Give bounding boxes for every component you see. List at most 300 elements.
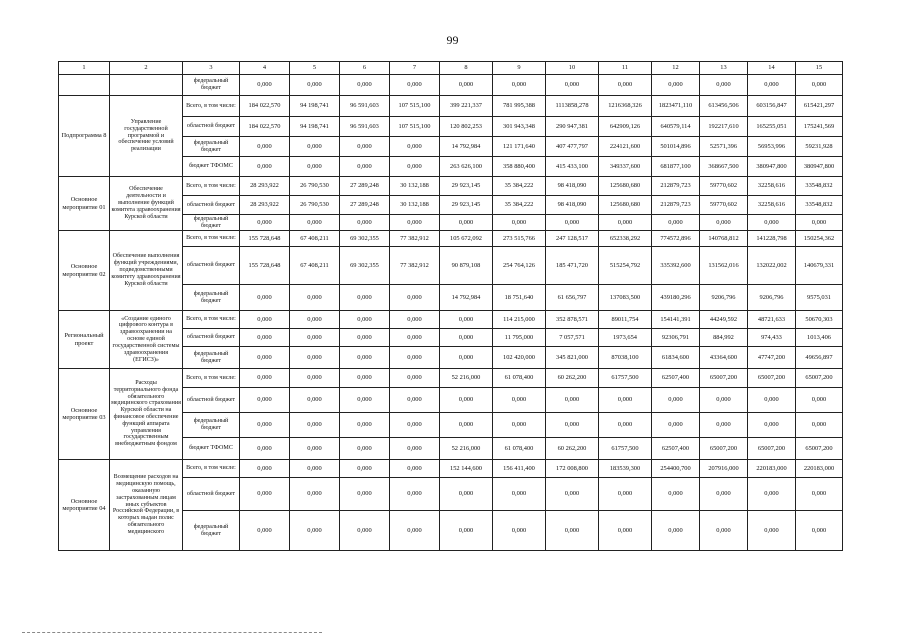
amount-cell: 184 022,570	[240, 96, 290, 117]
table-row	[59, 75, 843, 96]
amount-cell: 65007,200	[796, 438, 843, 460]
amount-cell: 0,000	[340, 438, 390, 460]
amount-cell: 156 411,400	[493, 460, 546, 478]
amount-cell: 0,000	[796, 511, 843, 551]
amount-cell: 380947,800	[796, 157, 843, 177]
amount-cell: 0,000	[440, 347, 493, 369]
amount-cell: 1973,654	[599, 329, 652, 347]
amount-cell: 0,000	[546, 511, 599, 551]
column-number-cell: 5	[290, 62, 340, 75]
column-number-cell: 7	[390, 62, 440, 75]
amount-cell: 0,000	[390, 215, 440, 231]
funding-source-cell: областной бюджет	[183, 196, 240, 215]
amount-cell: 59770,602	[700, 196, 748, 215]
amount-cell: 0,000	[652, 75, 700, 96]
amount-cell: 603156,847	[748, 96, 796, 117]
amount-cell: 613456,506	[700, 96, 748, 117]
amount-cell: 0,000	[652, 413, 700, 438]
amount-cell: 399 221,337	[440, 96, 493, 117]
column-number-cell: 3	[183, 62, 240, 75]
amount-cell: 172 008,800	[546, 460, 599, 478]
amount-cell: 247 128,517	[546, 231, 599, 247]
amount-cell: 62507,400	[652, 438, 700, 460]
amount-cell: 141228,798	[748, 231, 796, 247]
funding-source-cell: областной бюджет	[183, 478, 240, 511]
amount-cell: 0,000	[748, 388, 796, 413]
amount-cell: 102 420,000	[493, 347, 546, 369]
funding-source-cell: областной бюджет	[183, 329, 240, 347]
amount-cell: 69 302,355	[340, 247, 390, 285]
column-number-cell: 10	[546, 62, 599, 75]
amount-cell: 183539,300	[599, 460, 652, 478]
amount-cell: 77 382,912	[390, 247, 440, 285]
amount-cell: 77 382,912	[390, 231, 440, 247]
event-code-cell: Основное мероприятие 04	[59, 460, 110, 551]
amount-cell: 65007,200	[700, 438, 748, 460]
table-row	[59, 177, 843, 196]
amount-cell: 155 728,648	[240, 231, 290, 247]
amount-cell: 0,000	[340, 137, 390, 157]
amount-cell: 32258,616	[748, 196, 796, 215]
amount-cell: 0,000	[240, 75, 290, 96]
amount-cell: 61757,500	[599, 369, 652, 388]
amount-cell: 0,000	[240, 329, 290, 347]
amount-cell: 52571,396	[700, 137, 748, 157]
amount-cell: 301 943,348	[493, 117, 546, 137]
amount-cell: 0,000	[240, 137, 290, 157]
table-row	[59, 369, 843, 388]
amount-cell: 0,000	[700, 413, 748, 438]
amount-cell: 0,000	[652, 478, 700, 511]
amount-cell: 185 471,720	[546, 247, 599, 285]
amount-cell: 9206,796	[748, 285, 796, 311]
event-name-cell: Обеспечение деятельности и выполнение функций комитета здравоохранения Курской области	[110, 177, 183, 231]
amount-cell: 107 515,100	[390, 96, 440, 117]
amount-cell: 615421,297	[796, 96, 843, 117]
funding-source-cell: федеральный бюджет	[183, 285, 240, 311]
column-number-cell: 6	[340, 62, 390, 75]
amount-cell: 0,000	[390, 438, 440, 460]
amount-cell: 0,000	[599, 388, 652, 413]
amount-cell: 29 923,145	[440, 196, 493, 215]
amount-cell: 220183,000	[748, 460, 796, 478]
amount-cell: 61 656,797	[546, 285, 599, 311]
amount-cell: 94 198,741	[290, 96, 340, 117]
amount-cell: 0,000	[290, 369, 340, 388]
amount-cell: 152 144,600	[440, 460, 493, 478]
budget-table	[58, 61, 843, 551]
amount-cell: 0,000	[390, 311, 440, 329]
amount-cell: 781 995,388	[493, 96, 546, 117]
amount-cell: 0,000	[340, 157, 390, 177]
amount-cell: 0,000	[290, 511, 340, 551]
amount-cell: 0,000	[493, 215, 546, 231]
funding-source-cell: областной бюджет	[183, 117, 240, 137]
amount-cell: 0,000	[493, 478, 546, 511]
amount-cell: 0,000	[440, 478, 493, 511]
amount-cell: 30 132,188	[390, 177, 440, 196]
amount-cell: 0,000	[546, 75, 599, 96]
amount-cell: 212879,723	[652, 196, 700, 215]
amount-cell: 0,000	[599, 413, 652, 438]
table-row	[59, 460, 843, 478]
amount-cell: 69 302,355	[340, 231, 390, 247]
amount-cell: 0,000	[652, 215, 700, 231]
amount-cell: 0,000	[240, 369, 290, 388]
amount-cell: 273 515,766	[493, 231, 546, 247]
event-name-cell: Управление государственной программой и обеспечение условий реализации	[110, 96, 183, 177]
amount-cell: 415 433,100	[546, 157, 599, 177]
funding-source-cell: областной бюджет	[183, 247, 240, 285]
amount-cell: 0,000	[240, 511, 290, 551]
amount-cell: 0,000	[440, 311, 493, 329]
amount-cell: 14 792,984	[440, 285, 493, 311]
amount-cell: 352 878,571	[546, 311, 599, 329]
amount-cell: 0,000	[240, 438, 290, 460]
event-name-cell: Расходы территориального фонда обязательного медицинского страхования Курской области на финансовое обеспечение функций аппарата управления государственным внебюджетным фондом	[110, 369, 183, 460]
amount-cell: 0,000	[796, 388, 843, 413]
funding-source-cell: Всего, в том числе:	[183, 96, 240, 117]
column-number-cell: 13	[700, 62, 748, 75]
amount-cell: 62507,400	[652, 369, 700, 388]
amount-cell: 0,000	[290, 438, 340, 460]
amount-cell: 132022,002	[748, 247, 796, 285]
amount-cell: 52 216,000	[440, 369, 493, 388]
amount-cell: 165255,051	[748, 117, 796, 137]
amount-cell: 87038,100	[599, 347, 652, 369]
amount-cell: 26 790,530	[290, 196, 340, 215]
amount-cell: 125680,680	[599, 196, 652, 215]
amount-cell: 0,000	[240, 478, 290, 511]
amount-cell: 335392,600	[652, 247, 700, 285]
amount-cell: 0,000	[440, 75, 493, 96]
column-number-cell: 9	[493, 62, 546, 75]
amount-cell: 0,000	[390, 329, 440, 347]
amount-cell: 125680,680	[599, 177, 652, 196]
amount-cell: 380947,800	[748, 157, 796, 177]
amount-cell: 0,000	[340, 511, 390, 551]
amount-cell: 774572,896	[652, 231, 700, 247]
amount-cell: 0,000	[290, 137, 340, 157]
amount-cell: 0,000	[390, 413, 440, 438]
amount-cell: 0,000	[796, 215, 843, 231]
amount-cell: 96 591,603	[340, 117, 390, 137]
amount-cell: 368667,500	[700, 157, 748, 177]
amount-cell: 0,000	[240, 311, 290, 329]
column-number-cell: 12	[652, 62, 700, 75]
amount-cell: 207916,000	[700, 460, 748, 478]
funding-source-cell: федеральный бюджет	[183, 137, 240, 157]
amount-cell: 96 591,603	[340, 96, 390, 117]
amount-cell: 0,000	[290, 388, 340, 413]
funding-source-cell: федеральный бюджет	[183, 347, 240, 369]
amount-cell: 1113858,278	[546, 96, 599, 117]
amount-cell: 150254,362	[796, 231, 843, 247]
amount-cell: 0,000	[340, 329, 390, 347]
event-code-cell	[59, 75, 110, 96]
amount-cell: 92306,791	[652, 329, 700, 347]
amount-cell: 0,000	[390, 157, 440, 177]
column-number-cell: 2	[110, 62, 183, 75]
amount-cell: 0,000	[340, 388, 390, 413]
amount-cell: 220183,000	[796, 460, 843, 478]
amount-cell: 0,000	[390, 511, 440, 551]
amount-cell: 0,000	[440, 215, 493, 231]
amount-cell: 0,000	[440, 511, 493, 551]
event-code-cell: Основное мероприятие 03	[59, 369, 110, 460]
funding-source-cell: Всего, в том числе:	[183, 460, 240, 478]
amount-cell: 43364,600	[700, 347, 748, 369]
column-number-cell: 14	[748, 62, 796, 75]
amount-cell: 120 802,253	[440, 117, 493, 137]
amount-cell: 0,000	[748, 511, 796, 551]
amount-cell: 0,000	[340, 311, 390, 329]
amount-cell: 14 792,984	[440, 137, 493, 157]
amount-cell: 9206,796	[700, 285, 748, 311]
amount-cell: 140679,331	[796, 247, 843, 285]
amount-cell: 0,000	[700, 388, 748, 413]
amount-cell: 345 821,000	[546, 347, 599, 369]
amount-cell: 44249,592	[700, 311, 748, 329]
amount-cell: 263 626,100	[440, 157, 493, 177]
amount-cell: 0,000	[700, 215, 748, 231]
amount-cell: 61834,600	[652, 347, 700, 369]
amount-cell: 0,000	[290, 311, 340, 329]
event-name-cell	[110, 75, 183, 96]
amount-cell: 0,000	[546, 413, 599, 438]
amount-cell: 98 418,090	[546, 177, 599, 196]
amount-cell: 0,000	[240, 347, 290, 369]
amount-cell: 0,000	[290, 478, 340, 511]
amount-cell: 0,000	[390, 347, 440, 369]
amount-cell: 0,000	[700, 478, 748, 511]
amount-cell: 0,000	[390, 369, 440, 388]
amount-cell: 0,000	[340, 460, 390, 478]
table-row	[59, 96, 843, 117]
amount-cell: 0,000	[546, 478, 599, 511]
amount-cell: 0,000	[748, 75, 796, 96]
amount-cell: 1823471,110	[652, 96, 700, 117]
amount-cell: 0,000	[748, 413, 796, 438]
amount-cell: 0,000	[652, 511, 700, 551]
amount-cell: 1216368,326	[599, 96, 652, 117]
amount-cell: 652338,292	[599, 231, 652, 247]
amount-cell: 0,000	[652, 388, 700, 413]
amount-cell: 0,000	[290, 347, 340, 369]
event-code-cell: Основное мероприятие 01	[59, 177, 110, 231]
amount-cell: 0,000	[340, 75, 390, 96]
amount-cell: 642909,126	[599, 117, 652, 137]
amount-cell: 49656,897	[796, 347, 843, 369]
amount-cell: 0,000	[493, 388, 546, 413]
event-code-cell: Основное мероприятие 02	[59, 231, 110, 311]
amount-cell: 35 384,222	[493, 196, 546, 215]
amount-cell: 349337,600	[599, 157, 652, 177]
amount-cell: 137083,500	[599, 285, 652, 311]
funding-source-cell: Всего, в том числе:	[183, 231, 240, 247]
amount-cell: 0,000	[290, 285, 340, 311]
amount-cell: 26 790,530	[290, 177, 340, 196]
amount-cell: 0,000	[440, 413, 493, 438]
amount-cell: 407 477,797	[546, 137, 599, 157]
amount-cell: 0,000	[700, 75, 748, 96]
amount-cell: 0,000	[440, 329, 493, 347]
amount-cell: 28 293,922	[240, 177, 290, 196]
amount-cell: 98 418,090	[546, 196, 599, 215]
amount-cell: 67 408,211	[290, 247, 340, 285]
amount-cell: 107 515,100	[390, 117, 440, 137]
table-row	[59, 231, 843, 247]
amount-cell: 0,000	[340, 478, 390, 511]
amount-cell: 65007,200	[748, 438, 796, 460]
amount-cell: 27 289,248	[340, 177, 390, 196]
amount-cell: 0,000	[340, 347, 390, 369]
amount-cell: 18 751,640	[493, 285, 546, 311]
amount-cell: 27 289,248	[340, 196, 390, 215]
amount-cell: 0,000	[546, 388, 599, 413]
amount-cell: 192217,610	[700, 117, 748, 137]
event-name-cell: Обеспечение выполнения функций учреждениями, подведомственными комитету здравоохранения Курской области	[110, 231, 183, 311]
amount-cell: 35 384,222	[493, 177, 546, 196]
amount-cell: 0,000	[390, 285, 440, 311]
amount-cell: 0,000	[340, 369, 390, 388]
funding-source-cell: областной бюджет	[183, 388, 240, 413]
amount-cell: 0,000	[796, 478, 843, 511]
amount-cell: 0,000	[440, 388, 493, 413]
column-number-cell: 4	[240, 62, 290, 75]
amount-cell: 884,992	[700, 329, 748, 347]
funding-source-cell: Всего, в том числе:	[183, 311, 240, 329]
column-number-cell: 8	[440, 62, 493, 75]
amount-cell: 50670,303	[796, 311, 843, 329]
funding-source-cell: федеральный бюджет	[183, 511, 240, 551]
column-number-cell: 15	[796, 62, 843, 75]
amount-cell: 0,000	[493, 75, 546, 96]
amount-cell: 0,000	[390, 137, 440, 157]
amount-cell: 974,433	[748, 329, 796, 347]
amount-cell: 0,000	[240, 413, 290, 438]
amount-cell: 121 171,640	[493, 137, 546, 157]
amount-cell: 254 764,126	[493, 247, 546, 285]
amount-cell: 0,000	[748, 478, 796, 511]
event-code-cell: Подпрограмма 8	[59, 96, 110, 177]
amount-cell: 681877,100	[652, 157, 700, 177]
amount-cell: 0,000	[390, 388, 440, 413]
amount-cell: 59231,928	[796, 137, 843, 157]
amount-cell: 501014,896	[652, 137, 700, 157]
amount-cell: 56953,996	[748, 137, 796, 157]
column-number-cell: 1	[59, 62, 110, 75]
amount-cell: 0,000	[748, 215, 796, 231]
amount-cell: 65007,200	[796, 369, 843, 388]
amount-cell: 11 795,000	[493, 329, 546, 347]
amount-cell: 47747,200	[748, 347, 796, 369]
funding-source-cell: Всего, в том числе:	[183, 369, 240, 388]
amount-cell: 439180,296	[652, 285, 700, 311]
amount-cell: 0,000	[240, 215, 290, 231]
funding-source-cell: федеральный бюджет	[183, 75, 240, 96]
amount-cell: 155 728,648	[240, 247, 290, 285]
page-number: 99	[446, 33, 459, 47]
amount-cell: 9575,031	[796, 285, 843, 311]
amount-cell: 212879,723	[652, 177, 700, 196]
amount-cell: 131562,016	[700, 247, 748, 285]
amount-cell: 290 947,381	[546, 117, 599, 137]
amount-cell: 175241,569	[796, 117, 843, 137]
amount-cell: 0,000	[290, 75, 340, 96]
amount-cell: 0,000	[290, 329, 340, 347]
amount-cell: 358 880,400	[493, 157, 546, 177]
amount-cell: 184 022,570	[240, 117, 290, 137]
amount-cell: 0,000	[796, 75, 843, 96]
amount-cell: 60 262,200	[546, 369, 599, 388]
amount-cell: 67 408,211	[290, 231, 340, 247]
amount-cell: 0,000	[290, 413, 340, 438]
amount-cell: 0,000	[390, 75, 440, 96]
amount-cell: 90 879,108	[440, 247, 493, 285]
amount-cell: 0,000	[340, 215, 390, 231]
amount-cell: 33548,832	[796, 196, 843, 215]
amount-cell: 61757,500	[599, 438, 652, 460]
amount-cell: 0,000	[340, 413, 390, 438]
amount-cell: 29 923,145	[440, 177, 493, 196]
amount-cell: 0,000	[599, 75, 652, 96]
amount-cell: 65007,200	[700, 369, 748, 388]
amount-cell: 0,000	[240, 285, 290, 311]
scan-edge-artifact	[22, 632, 322, 635]
amount-cell: 0,000	[240, 460, 290, 478]
amount-cell: 0,000	[796, 413, 843, 438]
amount-cell: 28 293,922	[240, 196, 290, 215]
column-number-cell: 11	[599, 62, 652, 75]
amount-cell: 61 078,400	[493, 438, 546, 460]
event-name-cell: «Создание единого цифрового контура в здравоохранении на основе единой государственной системы здравоохранения (ЕГИСЗ)»	[110, 311, 183, 369]
funding-source-cell: бюджет ТФОМС	[183, 438, 240, 460]
amount-cell: 65007,200	[748, 369, 796, 388]
budget-table-body	[59, 62, 843, 551]
amount-cell: 224121,600	[599, 137, 652, 157]
amount-cell: 0,000	[340, 285, 390, 311]
amount-cell: 0,000	[546, 215, 599, 231]
amount-cell: 33548,832	[796, 177, 843, 196]
amount-cell: 61 078,400	[493, 369, 546, 388]
amount-cell: 0,000	[290, 157, 340, 177]
funding-source-cell: бюджет ТФОМС	[183, 157, 240, 177]
amount-cell: 0,000	[290, 460, 340, 478]
funding-source-cell: федеральный бюджет	[183, 413, 240, 438]
amount-cell: 7 057,571	[546, 329, 599, 347]
amount-cell: 140768,812	[700, 231, 748, 247]
amount-cell: 59770,602	[700, 177, 748, 196]
amount-cell: 640579,114	[652, 117, 700, 137]
amount-cell: 154141,391	[652, 311, 700, 329]
funding-source-cell: Всего, в том числе:	[183, 177, 240, 196]
amount-cell: 52 216,000	[440, 438, 493, 460]
table-row	[59, 311, 843, 329]
amount-cell: 0,000	[599, 215, 652, 231]
amount-cell: 0,000	[240, 388, 290, 413]
amount-cell: 0,000	[700, 511, 748, 551]
amount-cell: 0,000	[493, 511, 546, 551]
amount-cell: 32258,616	[748, 177, 796, 196]
amount-cell: 0,000	[240, 157, 290, 177]
amount-cell: 0,000	[493, 413, 546, 438]
amount-cell: 0,000	[390, 460, 440, 478]
amount-cell: 105 672,092	[440, 231, 493, 247]
amount-cell: 94 198,741	[290, 117, 340, 137]
event-code-cell: Региональный проект	[59, 311, 110, 369]
amount-cell: 48721,633	[748, 311, 796, 329]
